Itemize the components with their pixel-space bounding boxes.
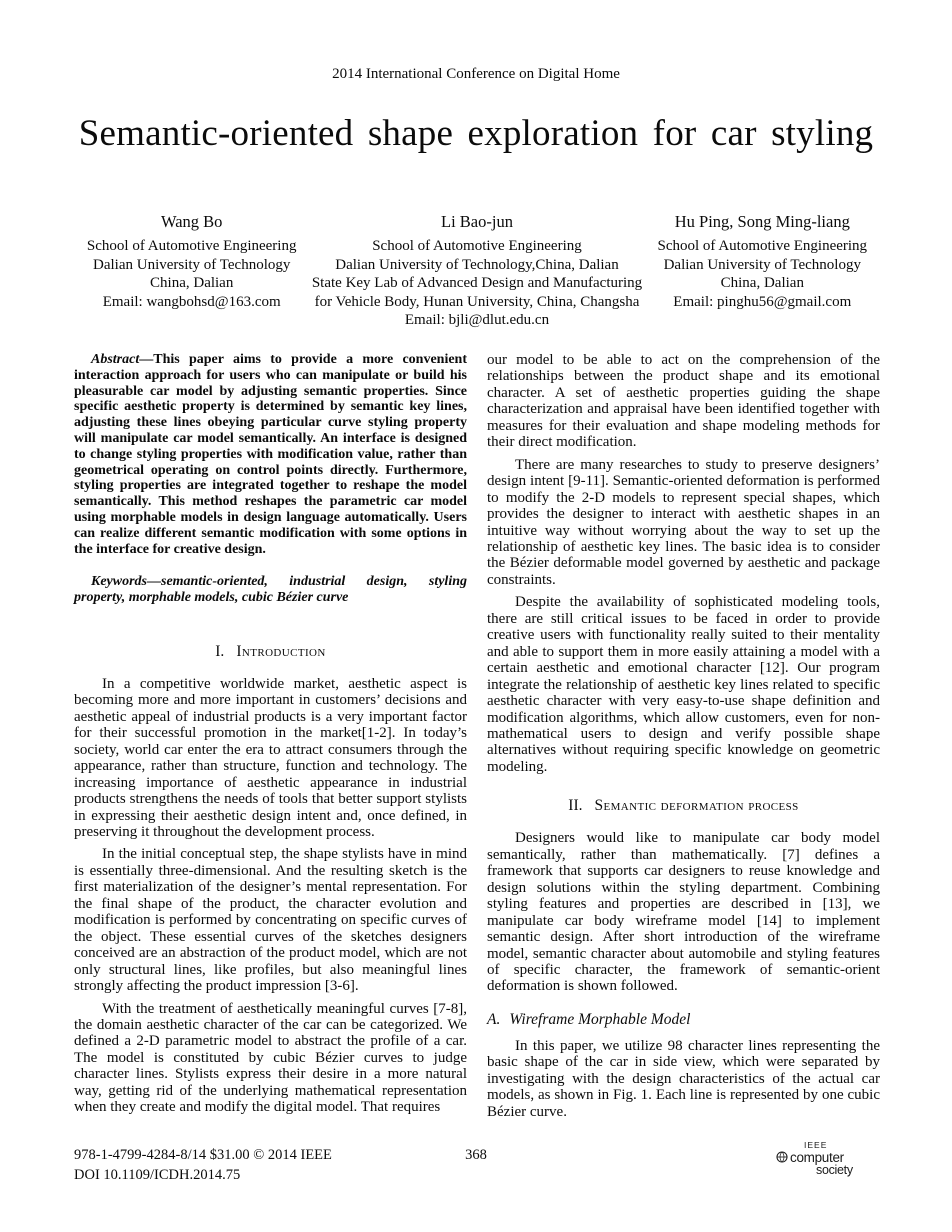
body-paragraph: In a competitive worldwide market, aesthetic aspect is becoming more and more important in customers’ decisions and aesthetic appeal of industrial products is a very important factor for their successful promotion in the market[1-2]. In today’s society, world car enter the era to attract consumers through the appearance, rather than structure, function and technology. The increasing importance of aesthetic appearance in industrial products strengthens the needs of tools that better support stylists in expressing their aesthetic design intent and, once defined, in preserving it throughout the development process. (74, 675, 467, 841)
author-block-3 (645, 212, 880, 330)
body-paragraph: In the initial conceptual step, the shape stylists have in mind is essentially three-dimensional. And the resulting sketch is the first materialization of the designer’s mental representation. For the final shape of the product, the character evolution and modification is performed by concentrating on specific curves of the object. These essential curves of the sketches designers conceived are an abstraction of the product model, which are not only structural lines, like profiles, but also meaningful lines strongly affecting the product impression [3-6]. (74, 846, 467, 995)
paper-title: Semantic-oriented shape exploration for car styling (78, 113, 874, 154)
author-name: Wang Bo (160, 212, 223, 231)
author-affiliation-line: School of Automotive Engineering (86, 238, 297, 254)
section-title: Semantic deformation process (594, 797, 799, 815)
section-heading-introduction (74, 643, 467, 661)
author-email: Email: pinghu56@gmail.com (673, 293, 852, 310)
two-column-body (74, 352, 880, 1126)
ieee-cs-globe-icon (776, 1151, 788, 1163)
section-number: II. (568, 797, 583, 815)
keywords-text: —semantic-oriented, industrial design, styling property, morphable models, cubic Bézier curve (74, 574, 467, 606)
abstract-paragraph (74, 352, 467, 557)
author-affiliation-line: State Key Lab of Advanced Design and Manufacturing (311, 275, 643, 292)
left-column (74, 352, 467, 1126)
section-heading-semantic-deformation (487, 797, 880, 815)
conference-header: 2014 International Conference on Digital Home (332, 66, 620, 82)
author-affiliation-line: China, Dalian (720, 275, 804, 292)
computer-logo-text: computer (790, 1149, 844, 1165)
body-paragraph: Designers would like to manipulate car body model semantically, rather than mathematically. [7] defines a framework that supports car designers to reuse knowledge and design solutions within the styling department. Combining styling features and properties are described in [13], we manipulate car body wireframe model [14] to implement semantic design. After short introduction of the wireframe model, semantic character about automobile and styling features of specific character, the framework of semantic-orient deformation is shown followed. (487, 830, 880, 995)
author-affiliation-line: China, Dalian (150, 275, 234, 292)
subsection-title: Wireframe Morphable Model (509, 1010, 691, 1028)
keywords-paragraph (74, 574, 467, 606)
keywords-label: Keywords (91, 574, 147, 590)
abstract-text: —This paper aims to provide a more convenient interaction approach for users who can manipulate or build his pleasurable car model by adjusting semantic properties. Since specific aesthetic property is determined by semantic key lines, adjusting these lines obeying particular curve styling property will manipulate car model semantically. An interface is designed to change styling properties with modification value, rather than geometrical operating on control points directly. Furthermore, styling properties are integrated together to reshape the model semantically. This method reshapes the parametric car model using morphable models in design language automatically. Users can realize different semantic modification with some options in the interface for creative design. (74, 352, 467, 557)
author-name: Li Bao-jun (441, 212, 513, 231)
body-paragraph: Despite the availability of sophisticated modeling tools, there are still critical issues to be faced in order to provide creative users with functionality really suited to their mentality and able to support them in more easily attaining a model with a certain aesthetic and emotional character [12]. Our program integrate the relationship of aesthetic key lines related to specific aesthetic character with very easy-to-use shape definition and modification algorithms, which allow customers, even for non-mathematical users to design and verify possible shape alternatives without requiring specific knowledge on geometric modeling. (487, 594, 880, 775)
authors-block (74, 212, 880, 330)
section-title: Introduction (236, 642, 326, 660)
subsection-number: A. (487, 1010, 501, 1028)
subsection-heading-wireframe-model (487, 1011, 880, 1029)
footer-doi-line: DOI 10.1109/ICDH.2014.75 (74, 1166, 241, 1183)
author-block-1 (74, 212, 309, 330)
author-email: Email: bjli@dlut.edu.cn (404, 312, 550, 329)
body-paragraph: There are many researches to study to preserve designers’ design intent [9-11]. Semantic-oriented deformation is performed to modify the 2-D models to represent special shapes, which provides the designer to interact with aesthetic shapes in an intuitive way without worrying about the way to set up the relationship of aesthetic key lines. The basic idea is to consider the Bézier deformable model governed by aesthetic and package constraints. (487, 456, 880, 588)
author-block-2 (309, 212, 644, 330)
footer-isbn-line: 978-1-4799-4284-8/14 $31.00 © 2014 IEEE (74, 1147, 332, 1163)
ieee-computer-society-logo (776, 1141, 876, 1177)
body-paragraph: In this paper, we utilize 98 character lines representing the basic shape of the car in side view, which were separated by investigating with the design characteristics of the actual car models, as shown in Fig. 1. Each line is represented by one cubic Bézier curve. (487, 1037, 880, 1120)
page-number: 368 (465, 1147, 487, 1163)
body-paragraph-continuation: our model to be able to act on the comprehension of the relationships between the product shape and its emotional character. A set of aesthetic properties guiding the shape characterization and appraisal have been identified together with measures for their evaluation and shape modeling methods for their direct modification. (487, 352, 880, 451)
section-number: I. (215, 642, 225, 660)
ieee-logo-text: IEEE (804, 1140, 828, 1150)
author-affiliation-line: Dalian University of Technology,China, Dalian (335, 256, 619, 273)
author-affiliation-line: for Vehicle Body, Hunan University, China, Changsha (314, 293, 640, 310)
body-paragraph: With the treatment of aesthetically meaningful curves [7-8], the domain aesthetic character of the car can be categorized. We defined a 2-D parametric model to abstract the profile of a car. The model is constituted by cubic Bézier curves to judge character lines. Stylists express their desire in a more natural way, getting rid of the underlying mathematical representation when they create and modify the digital model. That requires (74, 1000, 467, 1116)
author-affiliation-line: Dalian University of Technology (93, 256, 291, 273)
right-column (487, 352, 880, 1126)
author-name: Hu Ping, Song Ming-liang (674, 212, 850, 231)
society-logo-text: society (816, 1163, 853, 1177)
author-affiliation-line: School of Automotive Engineering (657, 238, 868, 254)
abstract-label: Abstract (91, 352, 140, 367)
author-affiliation-line: Dalian University of Technology (663, 256, 861, 273)
author-affiliation-line: School of Automotive Engineering (372, 238, 582, 254)
author-email: Email: wangbohsd@163.com (102, 293, 281, 310)
